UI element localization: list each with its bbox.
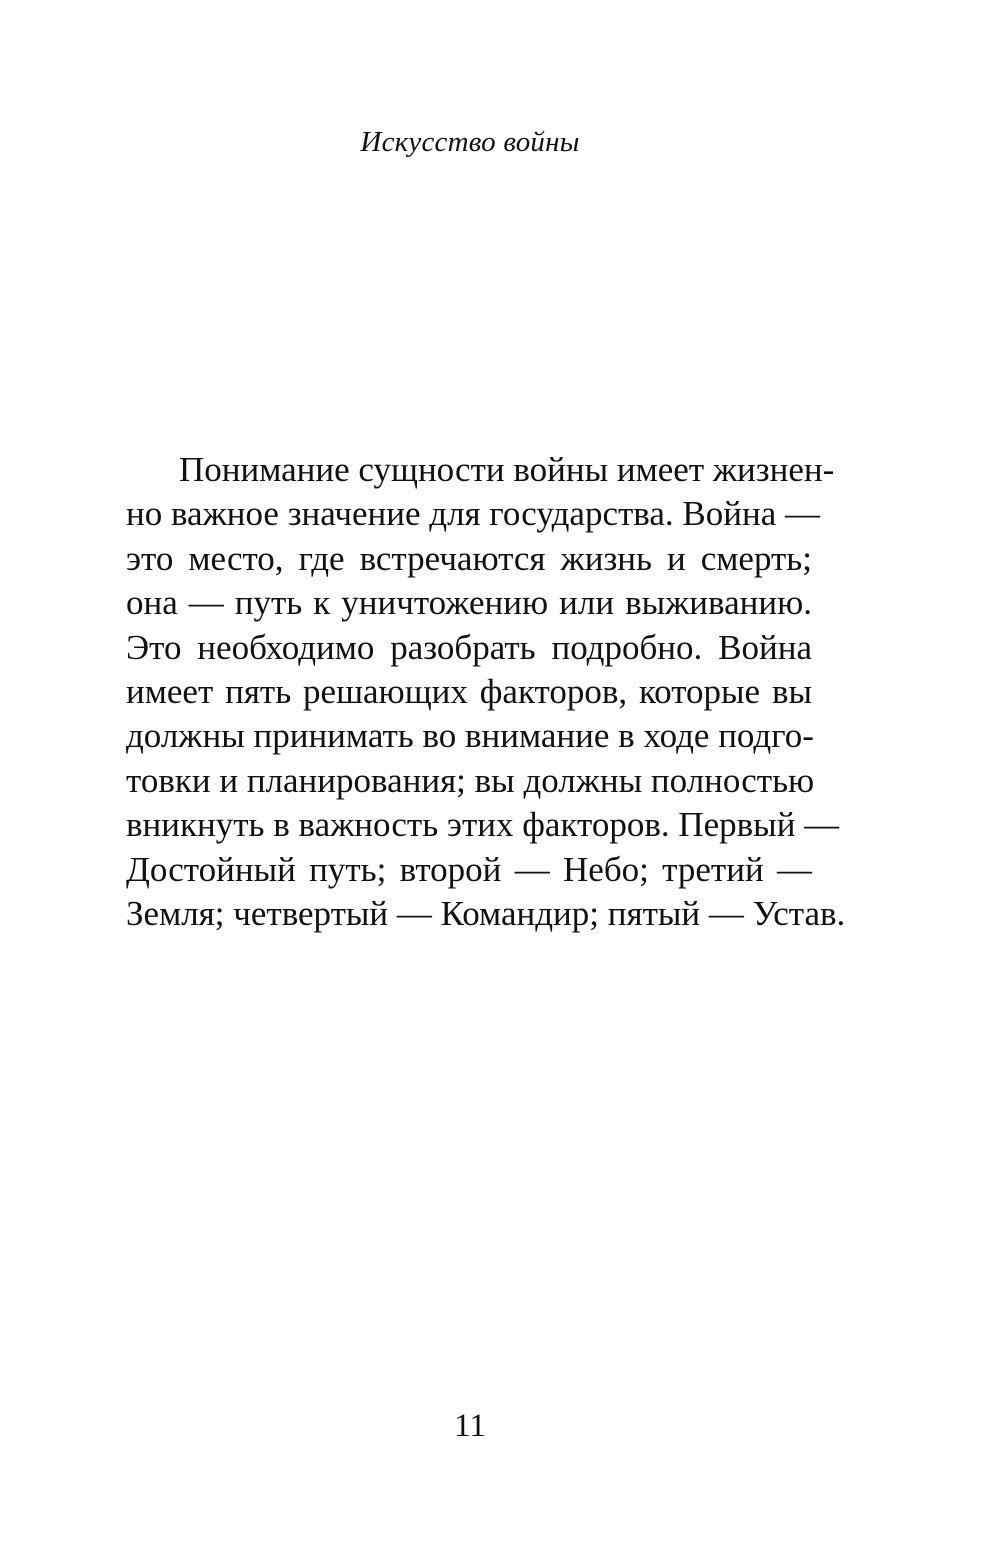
body-paragraph bbox=[126, 448, 846, 936]
running-head: Искусство войны bbox=[360, 126, 580, 158]
paragraph-line: вникнуть в важность этих факторов. Первый — bbox=[126, 805, 840, 845]
paragraph-line: должны принимать во внимание в ходе подго- bbox=[126, 716, 814, 756]
paragraph-line: но важное значение для государства. Война — bbox=[126, 494, 820, 534]
paragraph-line: Понимание сущности войны имеет жизнен- bbox=[179, 450, 835, 489]
paragraph-line: Достойный путь; второй — Небо; третий — bbox=[126, 849, 812, 889]
paragraph-line: товки и планирования; вы должны полностью bbox=[126, 760, 815, 800]
paragraph-line: имеет пять решающих факторов, которые вы bbox=[126, 672, 812, 712]
paragraph-line: она — путь к уничтожению или выживанию. bbox=[126, 583, 812, 623]
paragraph-line: Это необходимо разобрать подробно. Война bbox=[126, 627, 812, 667]
page-number: 11 bbox=[454, 1408, 486, 1444]
paragraph-line: это место, где встречаются жизнь и смерть; bbox=[126, 538, 812, 578]
paragraph-line: Земля; четвертый — Командир; пятый — Устав. bbox=[126, 894, 846, 934]
